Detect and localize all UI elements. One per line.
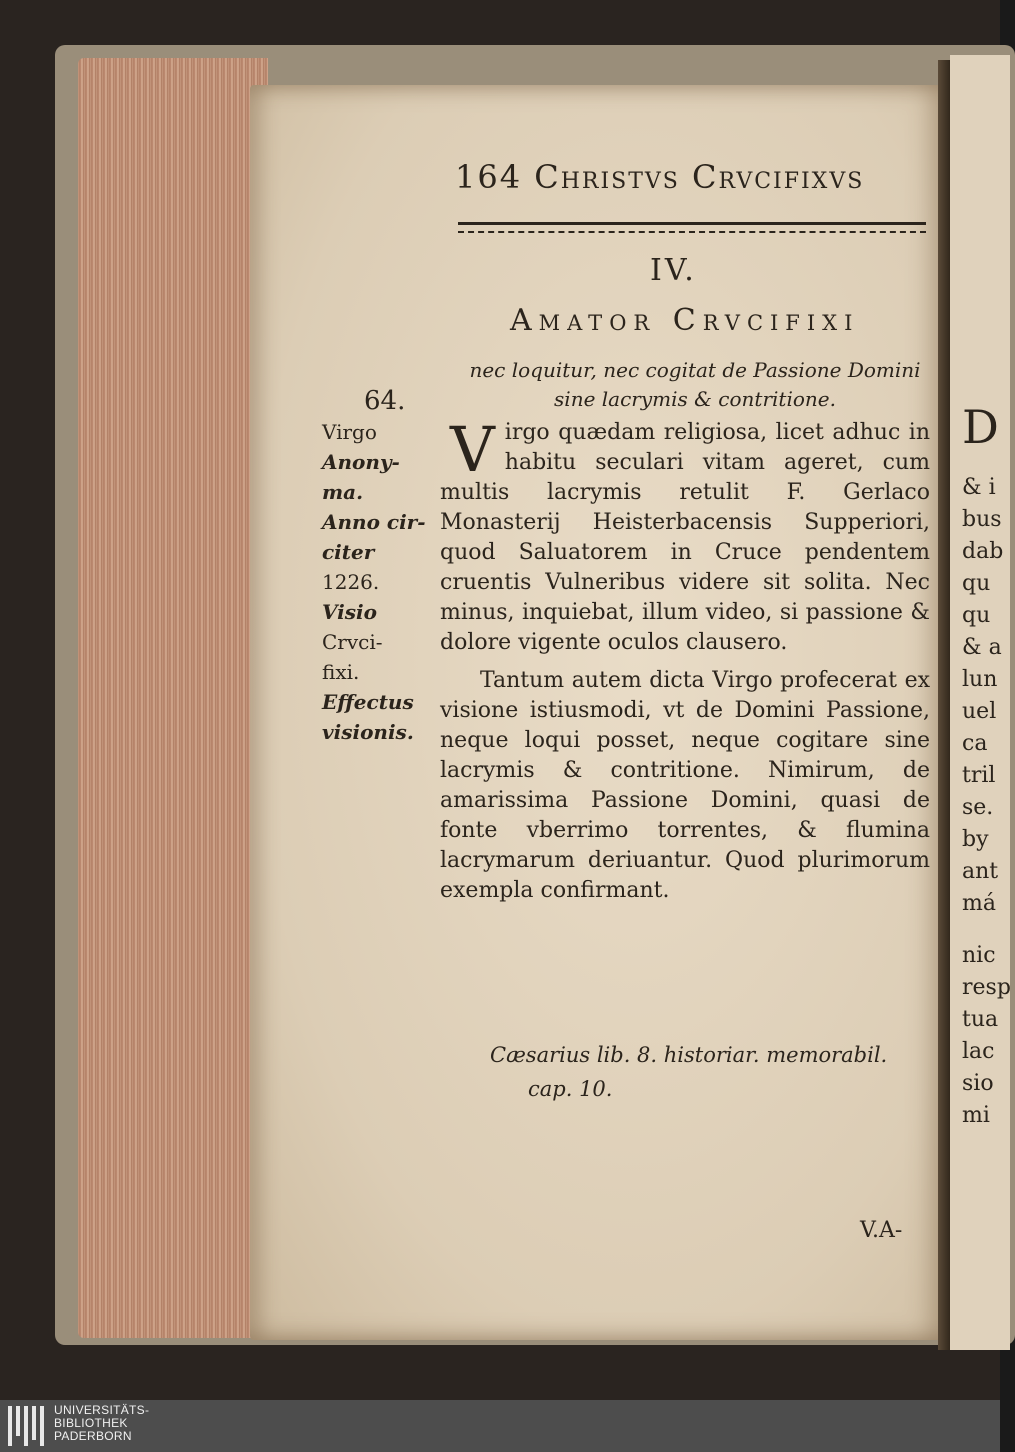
facing-line: ant bbox=[962, 859, 999, 884]
logo-line: UNIVERSITÄTS- bbox=[54, 1403, 150, 1417]
page-fore-edge bbox=[78, 58, 268, 1338]
marginal-line: Virgo bbox=[322, 420, 377, 444]
marginal-line: Visio bbox=[322, 600, 377, 624]
section-title: Amator Crvcifixi bbox=[510, 303, 860, 338]
header-rule bbox=[458, 222, 926, 233]
facing-line: D bbox=[962, 400, 999, 454]
facing-line: by bbox=[962, 827, 989, 852]
facing-line: resp bbox=[962, 975, 1011, 1000]
facing-line: ca bbox=[962, 731, 988, 756]
marginal-line: 1226. bbox=[322, 570, 380, 594]
marginal-note bbox=[322, 385, 442, 747]
marginal-line: Effectus bbox=[322, 690, 414, 714]
facing-line: qu bbox=[962, 603, 991, 628]
facing-line: & i bbox=[962, 475, 996, 500]
marginal-line: citer bbox=[322, 540, 375, 564]
library-logo-text bbox=[54, 1404, 149, 1443]
logo-line: PADERBORN bbox=[54, 1429, 132, 1443]
library-logo-icon bbox=[6, 1406, 46, 1446]
facing-line: má bbox=[962, 891, 996, 916]
citation-line-2: cap. 10. bbox=[528, 1077, 613, 1101]
facing-line: sio bbox=[962, 1071, 994, 1096]
facing-line: dab bbox=[962, 539, 1004, 564]
logo-line: BIBLIOTHEK bbox=[54, 1416, 128, 1430]
section-number: IV. bbox=[650, 253, 697, 288]
citation-line-1: Cæsarius lib. 8. historiar. memorabil. bbox=[490, 1043, 888, 1067]
citation bbox=[490, 1038, 930, 1106]
facing-line: se. bbox=[962, 795, 994, 820]
paragraph-1-text: irgo quædam religiosa, licet adhuc in habitu seculari vitam ageret, cum multis lacrymis retulit F. Gerlaco Monasterij Heisterbacensis Supperiori, quod Saluatorem in Cruce pendentem cruentis Vulneribus videre sit solita. Nec minus, inquiebat, illum video, si passione & dolore vigente oculos clausero. bbox=[440, 420, 930, 655]
drop-cap: V bbox=[450, 413, 495, 486]
marginal-line: Anno cir- bbox=[322, 510, 426, 534]
marginal-line: Anony- bbox=[322, 450, 400, 474]
catchword: V.A- bbox=[860, 1218, 903, 1243]
marginal-line: ma. bbox=[322, 480, 364, 504]
marginal-line: Crvci- bbox=[322, 630, 383, 654]
facing-line: uel bbox=[962, 699, 997, 724]
running-head: 164 Christvs Crvcifixvs bbox=[455, 158, 865, 196]
facing-line: tril bbox=[962, 763, 996, 788]
facing-line: nic bbox=[962, 943, 996, 968]
marginal-line: fixi. bbox=[322, 660, 360, 684]
paragraph-1 bbox=[440, 413, 930, 658]
facing-line: & a bbox=[962, 635, 1002, 660]
facing-line: mi bbox=[962, 1103, 990, 1128]
paragraph-2: Tantum autem dicta Virgo profecerat ex visione istiusmodi, vt de Domini Passione, neque loqui posset, neque cogitare sine lacrymis & contritione. Nimirum, de amarissima Passione Domini, quasi de fonte vberrimo torrentes, & flumina lacrymarum deriuantur. Quod plurimorum exempla confirmant. bbox=[440, 668, 930, 903]
facing-line: lun bbox=[962, 667, 998, 692]
facing-line: qu bbox=[962, 571, 991, 596]
library-footer bbox=[0, 1400, 1000, 1452]
facing-line: tua bbox=[962, 1007, 999, 1032]
marginal-number: 64. bbox=[364, 386, 406, 416]
body-text bbox=[440, 413, 930, 906]
facing-page-fragment bbox=[950, 55, 1010, 1350]
facing-line: bus bbox=[962, 507, 1002, 532]
facing-line: lac bbox=[962, 1039, 995, 1064]
section-subtitle: nec loquitur, nec cogitat de Passione Domini sine lacrymis & contritione. bbox=[469, 358, 921, 411]
marginal-line: visionis. bbox=[322, 720, 414, 744]
